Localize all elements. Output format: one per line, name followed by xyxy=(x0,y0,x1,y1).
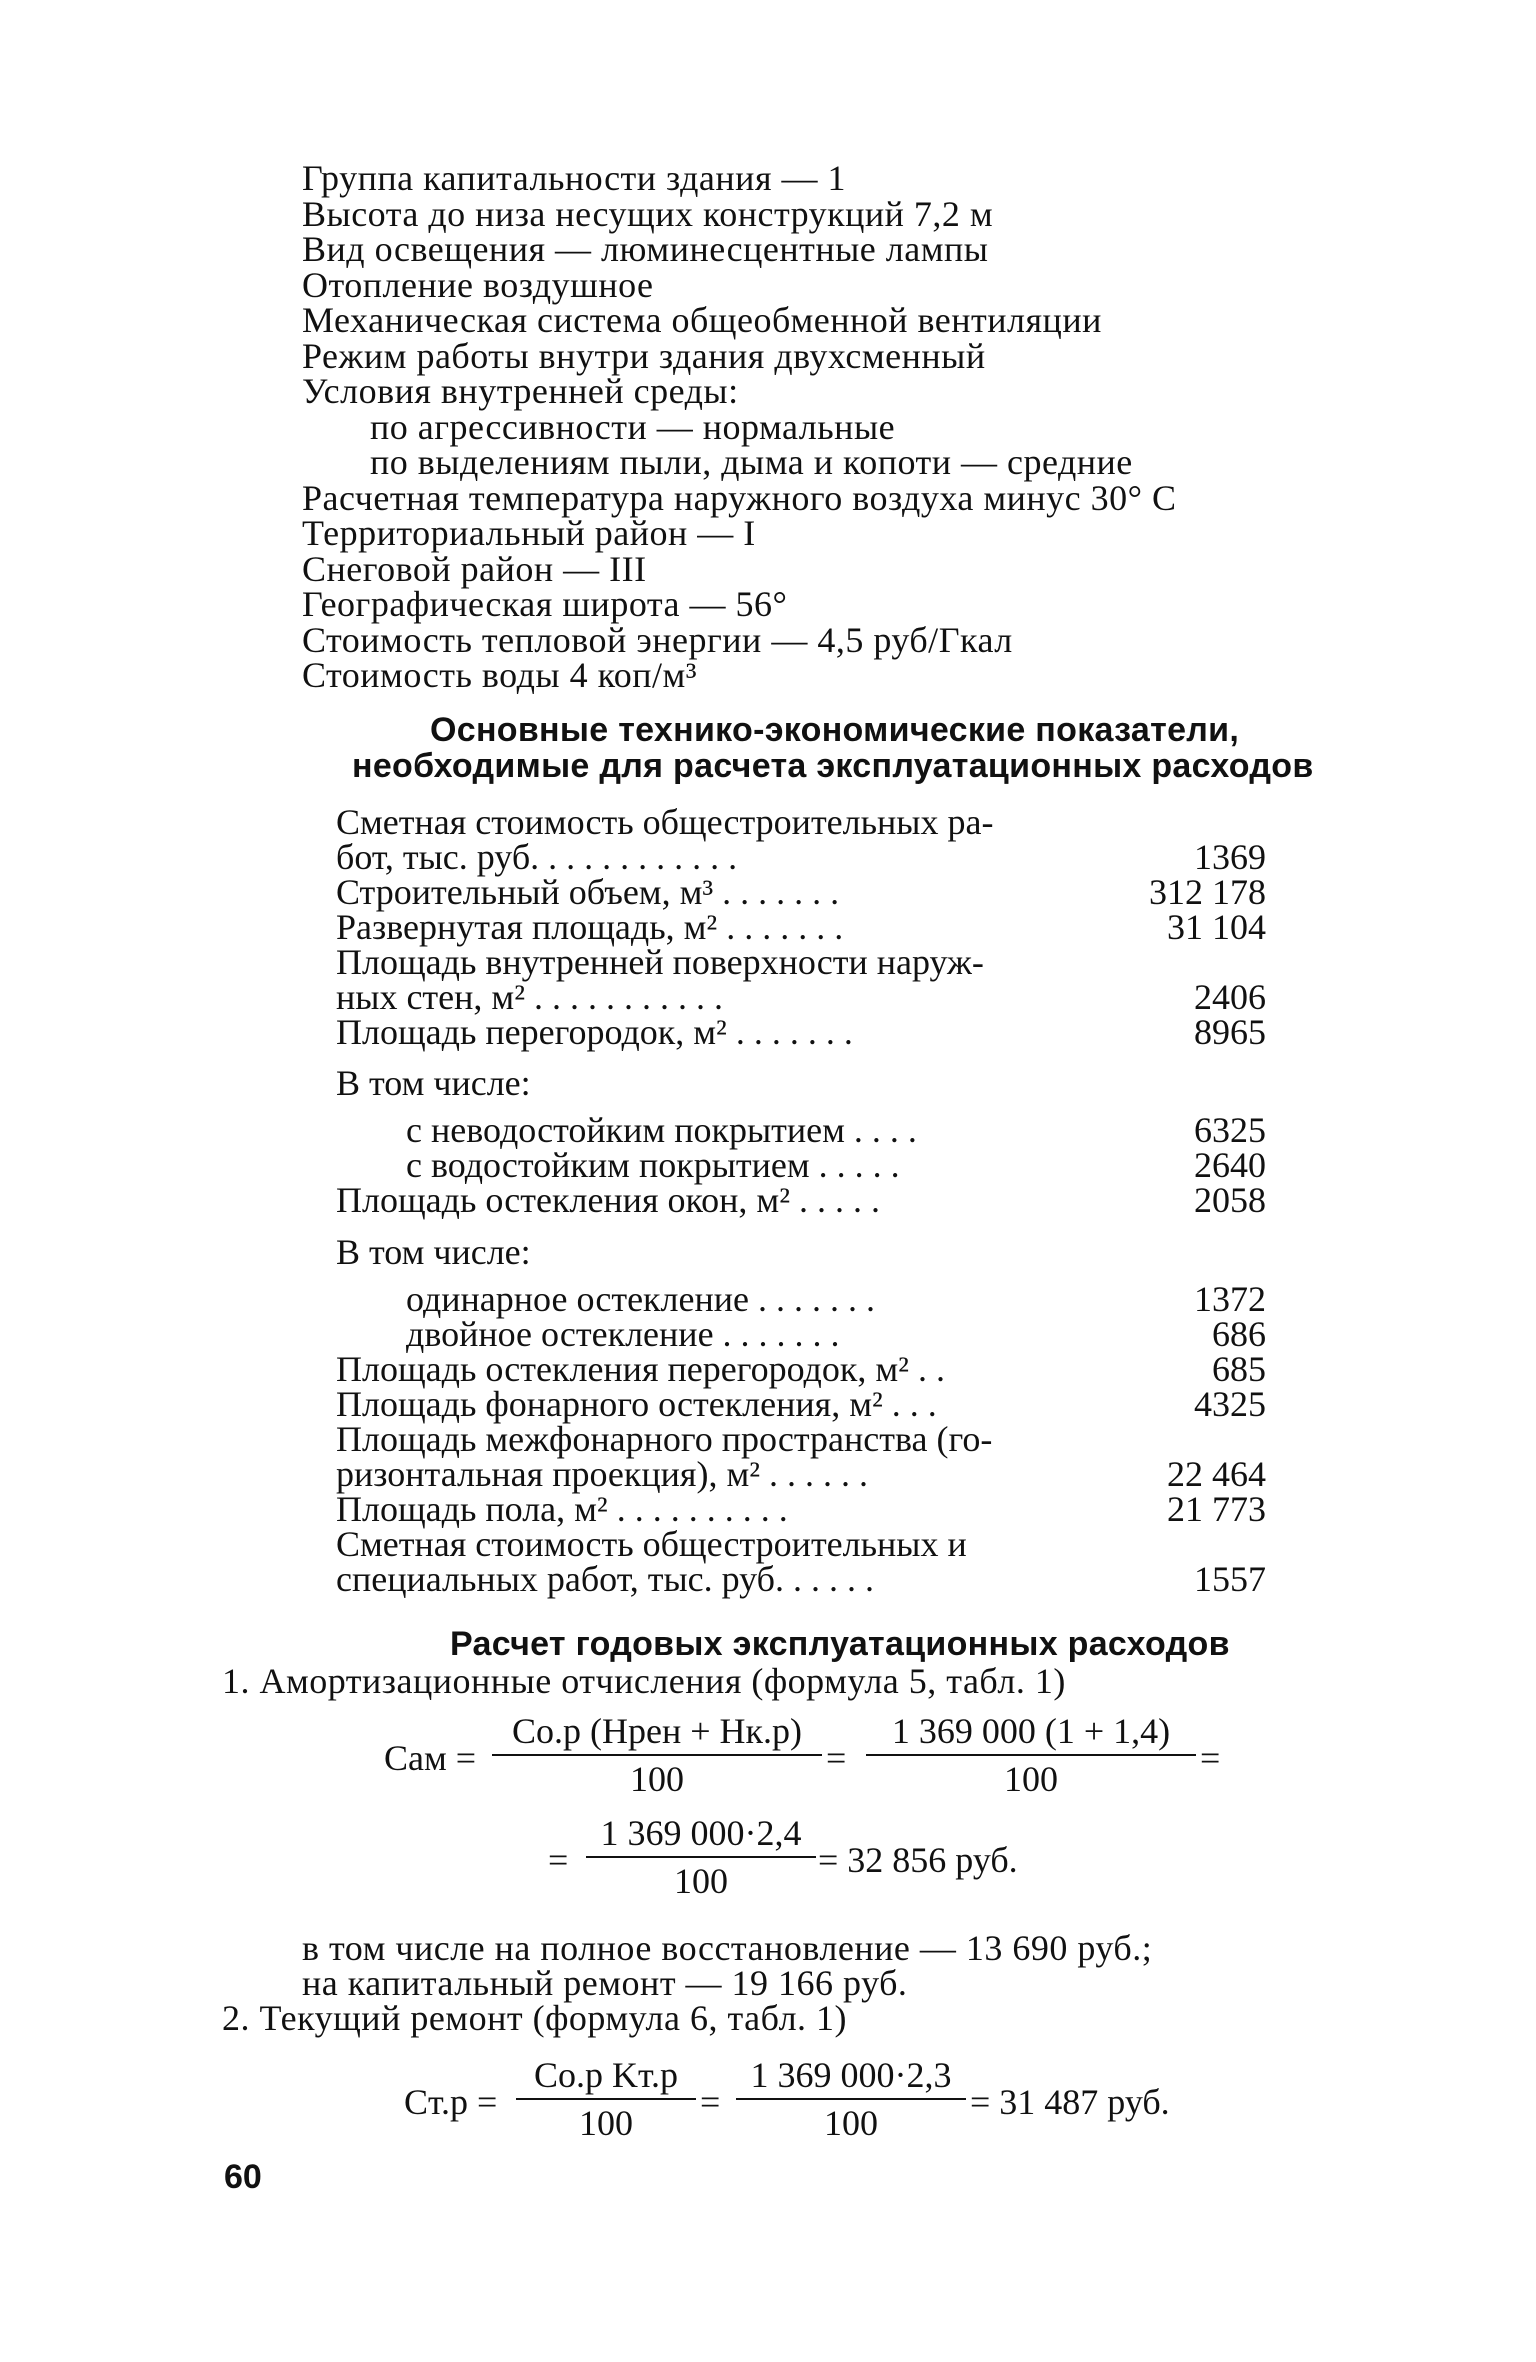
table-row-value: 1372 xyxy=(1194,1279,1266,1319)
formula-fraction xyxy=(866,1712,1196,1798)
table-row-label: Площадь фонарного остекления, м² . . . xyxy=(336,1384,937,1424)
formula-equals: = xyxy=(1200,1738,1221,1778)
table-row-label: Площадь пола, м² . . . . . . . . . . xyxy=(336,1489,788,1529)
formula-fraction xyxy=(516,2056,696,2142)
table-row-value: 22 464 xyxy=(1167,1454,1266,1494)
table-row-value: 686 xyxy=(1212,1314,1266,1354)
intro-line: Географическая широта — 56° xyxy=(302,584,788,624)
intro-line: Режим работы внутри здания двухсменный xyxy=(302,336,986,376)
intro-line: Расчетная температура наружного воздуха минус 30° С xyxy=(302,478,1177,518)
table-subheading: В том числе: xyxy=(336,1063,531,1103)
intro-line: Вид освещения — люминесцентные лампы xyxy=(302,229,989,269)
table-row-value: 685 xyxy=(1212,1349,1266,1389)
formula-result: = 32 856 руб. xyxy=(818,1840,1018,1880)
fraction-bar xyxy=(516,2098,696,2100)
page-number: 60 xyxy=(224,2158,262,2196)
table-row-label: Развернутая площадь, м² . . . . . . . xyxy=(336,907,844,947)
intro-line: Снеговой район — III xyxy=(302,549,647,589)
section-heading: Расчет годовых эксплуатационных расходов xyxy=(450,1625,1230,1663)
table-row-value: 31 104 xyxy=(1167,907,1266,947)
formula-lhs: Cам = xyxy=(384,1738,477,1778)
formula-fraction xyxy=(736,2056,966,2142)
table-row-value: 4325 xyxy=(1194,1384,1266,1424)
intro-line: по выделениям пыли, дыма и копоти — средние xyxy=(370,442,1133,482)
fraction-bar xyxy=(586,1856,816,1858)
intro-line: по агрессивности — нормальные xyxy=(370,407,896,447)
fraction-numerator: 1 369 000·2,3 xyxy=(750,2055,952,2095)
table-row-label: Строительный объем, м³ . . . . . . . xyxy=(336,872,840,912)
formula-result: = 31 487 руб. xyxy=(970,2082,1170,2122)
fraction-bar xyxy=(492,1754,822,1756)
intro-line: Механическая система общеобменной вентиляции xyxy=(302,300,1102,340)
table-row-label: Площадь внутренней поверхности наруж- xyxy=(336,942,984,982)
table-row-label: двойное остекление . . . . . . . xyxy=(406,1314,840,1354)
note-line: на капитальный ремонт — 19 166 руб. xyxy=(302,1963,908,2003)
fraction-bar xyxy=(736,2098,966,2100)
table-row-value: 1369 xyxy=(1194,837,1266,877)
fraction-numerator: 1 369 000·2,4 xyxy=(600,1813,802,1853)
table-subheading: В том числе: xyxy=(336,1232,531,1272)
table-row-label: Сметная стоимость общестроительных и xyxy=(336,1524,967,1564)
intro-line: Отопление воздушное xyxy=(302,265,654,305)
intro-line: Условия внутренней среды: xyxy=(302,371,739,411)
fraction-numerator: 1 369 000 (1 + 1,4) xyxy=(891,1711,1171,1751)
intro-line: Территориальный район — I xyxy=(302,513,756,553)
formula-lhs: Cт.р = xyxy=(404,2082,498,2122)
table-row-label: Площадь остекления окон, м² . . . . . xyxy=(336,1180,881,1220)
table-row-value: 2058 xyxy=(1194,1180,1266,1220)
formula-equals: = xyxy=(700,2082,721,2122)
table-row-label: специальных работ, тыс. руб. . . . . . xyxy=(336,1559,874,1599)
fraction-denominator: 100 xyxy=(674,1861,728,1901)
formula-fraction xyxy=(586,1814,816,1900)
table-row-label: Сметная стоимость общестроительных ра- xyxy=(336,802,994,842)
intro-line: Группа капитальности здания — 1 xyxy=(302,158,847,198)
note-line: в том числе на полное восстановление — 13 690 руб.; xyxy=(302,1928,1153,1968)
table-row-label: с водостойким покрытием . . . . . xyxy=(406,1145,900,1185)
fraction-numerator: Cо.р (Hрен + Hк.р) xyxy=(511,1711,803,1751)
fraction-denominator: 100 xyxy=(579,2103,633,2143)
intro-line: Стоимость тепловой энергии — 4,5 руб/Гкал xyxy=(302,620,1013,660)
table-row-label: ризонтальная проекция), м² . . . . . . xyxy=(336,1454,869,1494)
table-row-value: 6325 xyxy=(1194,1110,1266,1150)
table-row-value: 312 178 xyxy=(1149,872,1266,912)
fraction-denominator: 100 xyxy=(630,1759,684,1799)
list-item: 2. Текущий ремонт (формула 6, табл. 1) xyxy=(222,1998,848,2038)
table-row-label: Площадь остекления перегородок, м² . . xyxy=(336,1349,945,1389)
table-row-value: 2406 xyxy=(1194,977,1266,1017)
table-row-label: одинарное остекление . . . . . . . xyxy=(406,1279,876,1319)
section-heading: Основные технико-экономические показатели, xyxy=(430,711,1240,749)
fraction-denominator: 100 xyxy=(1004,1759,1058,1799)
intro-line: Стоимость воды 4 коп/м³ xyxy=(302,655,698,695)
list-item: 1. Амортизационные отчисления (формула 5, табл. 1) xyxy=(222,1661,1066,1701)
section-heading: необходимые для расчета эксплуатационных расходов xyxy=(352,747,1314,785)
formula-equals: = xyxy=(826,1738,847,1778)
table-row-label: бот, тыс. руб. . . . . . . . . . . . xyxy=(336,837,738,877)
table-row-value: 1557 xyxy=(1194,1559,1266,1599)
intro-line: Высота до низа несущих конструкций 7,2 м xyxy=(302,194,994,234)
table-row-value: 8965 xyxy=(1194,1012,1266,1052)
table-row-value: 21 773 xyxy=(1167,1489,1266,1529)
formula-fraction xyxy=(492,1712,822,1798)
table-row-label: ных стен, м² . . . . . . . . . . . xyxy=(336,977,723,1017)
table-row-value: 2640 xyxy=(1194,1145,1266,1185)
table-row-label: Площадь перегородок, м² . . . . . . . xyxy=(336,1012,853,1052)
table-row-label: Площадь межфонарного пространства (го- xyxy=(336,1419,993,1459)
fraction-numerator: Cо.р Kт.р xyxy=(533,2055,679,2095)
fraction-bar xyxy=(866,1754,1196,1756)
fraction-denominator: 100 xyxy=(824,2103,878,2143)
formula-equals: = xyxy=(548,1840,569,1880)
table-row-label: с неводостойким покрытием . . . . xyxy=(406,1110,917,1150)
